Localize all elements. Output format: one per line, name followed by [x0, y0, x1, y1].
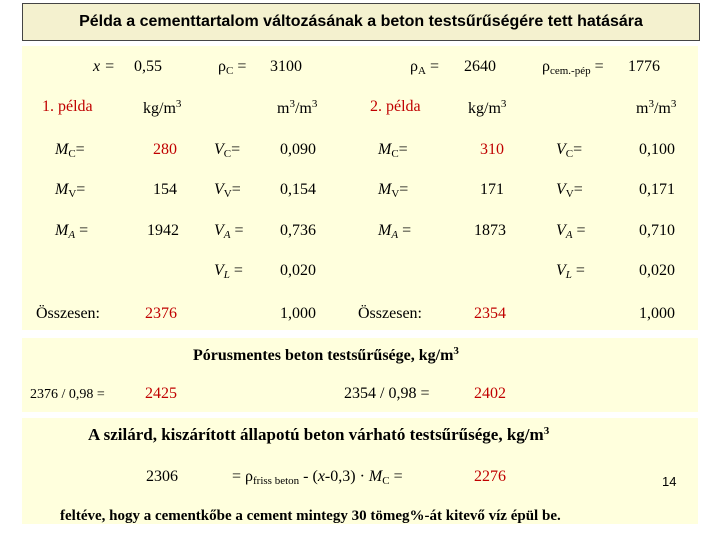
unit-m3-m3: $m^3/m^3$	[636, 98, 677, 117]
ex2-total-volume: 1,000	[639, 305, 675, 322]
ex2-vl-value: 0,020	[639, 262, 675, 279]
ex2-mv-value: 171	[480, 181, 504, 198]
ex1-vl-value: 0,020	[280, 262, 316, 279]
ex1-vv-value: 0,154	[280, 181, 316, 198]
slide-number: 14	[662, 474, 677, 489]
rho-c-label: $\rho_C$ =	[218, 58, 247, 77]
ma-label: $M_A$ =	[55, 222, 89, 241]
ma-label: $M_A$ =	[378, 222, 412, 241]
ex2-va-value: 0,710	[639, 222, 675, 239]
ex2-pore-free-value: 2402	[474, 385, 506, 402]
va-label: $V_A$ =	[556, 222, 586, 241]
ex1-mv-value: 154	[153, 181, 177, 198]
dry-formula: = $\rho_{friss beton} - (x-0,3) \cdot M_C$ =	[232, 468, 403, 487]
ex2-total-label: Összesen:	[358, 305, 422, 322]
rho-cem-value: 1776	[628, 58, 660, 75]
vc-label: $V_C=$	[214, 141, 241, 160]
divider-strip	[22, 412, 698, 418]
divider-strip	[22, 330, 698, 338]
example2-label: 2. példa	[370, 98, 421, 115]
unit-m3-m3: $m^3/m^3$	[277, 98, 318, 117]
pore-free-heading: Pórusmentes beton testsűrűsége, $kg/m^3$	[193, 345, 459, 364]
ex1-total-mass: 2376	[145, 305, 177, 322]
ex1-mc-value: 280	[153, 141, 177, 158]
ex1-total-volume: 1,000	[280, 305, 316, 322]
dry-density-heading: A szilárd, kiszárított állapotú beton várható testsűrűsége, $kg/m^3$	[88, 425, 550, 444]
ex2-pore-free-expr: 2354 / 0,98 =	[344, 385, 430, 402]
rho-a-value: 2640	[464, 58, 496, 75]
unit-kg-m3: $kg/m^3$	[468, 98, 507, 117]
ex2-dry-value: 2276	[474, 468, 506, 485]
vl-label: $V_L$ =	[214, 262, 243, 281]
vv-label: $V_V=$	[214, 181, 241, 200]
rho-a-label: $\rho_A$ =	[410, 58, 439, 77]
rho-c-value: 3100	[270, 58, 302, 75]
ex2-total-mass: 2354	[474, 305, 506, 322]
slide-title: Példa a cementtartalom változásának a beton testsűrűségére tett hatására	[22, 3, 700, 41]
x-label: x =	[93, 58, 115, 75]
vc-label: $V_C=$	[556, 141, 583, 160]
ex2-ma-value: 1873	[474, 222, 506, 239]
ex2-mc-value: 310	[480, 141, 504, 158]
footnote: feltéve, hogy a cementkőbe a cement mintegy 30 tömeg%-át kitevő víz épül be.	[60, 508, 561, 524]
vl-label: $V_L$ =	[556, 262, 585, 281]
ex1-vc-value: 0,090	[280, 141, 316, 158]
ex1-ma-value: 1942	[147, 222, 179, 239]
x-value: 0,55	[134, 58, 162, 75]
ex1-total-label: Összesen:	[36, 305, 100, 322]
va-label: $V_A$ =	[214, 222, 244, 241]
ex2-vc-value: 0,100	[639, 141, 675, 158]
vv-label: $V_V=$	[556, 181, 583, 200]
mv-label: $M_V=$	[55, 181, 86, 200]
mv-label: $M_V=$	[378, 181, 409, 200]
ex1-dry-value: 2306	[146, 468, 178, 485]
mc-label: $M_C=$	[378, 141, 408, 160]
rho-cem-label: $\rho_{cem.-pép}$ =	[542, 58, 604, 77]
ex1-pore-free-expr: 2376 / 0,98 =	[30, 387, 105, 402]
ex2-vv-value: 0,171	[639, 181, 675, 198]
example1-label: 1. példa	[42, 98, 93, 115]
ex1-va-value: 0,736	[280, 222, 316, 239]
ex1-pore-free-value: 2425	[145, 385, 177, 402]
unit-kg-m3: $kg/m^3$	[143, 98, 182, 117]
content-panel	[22, 46, 698, 524]
mc-label: $M_C=$	[55, 141, 85, 160]
